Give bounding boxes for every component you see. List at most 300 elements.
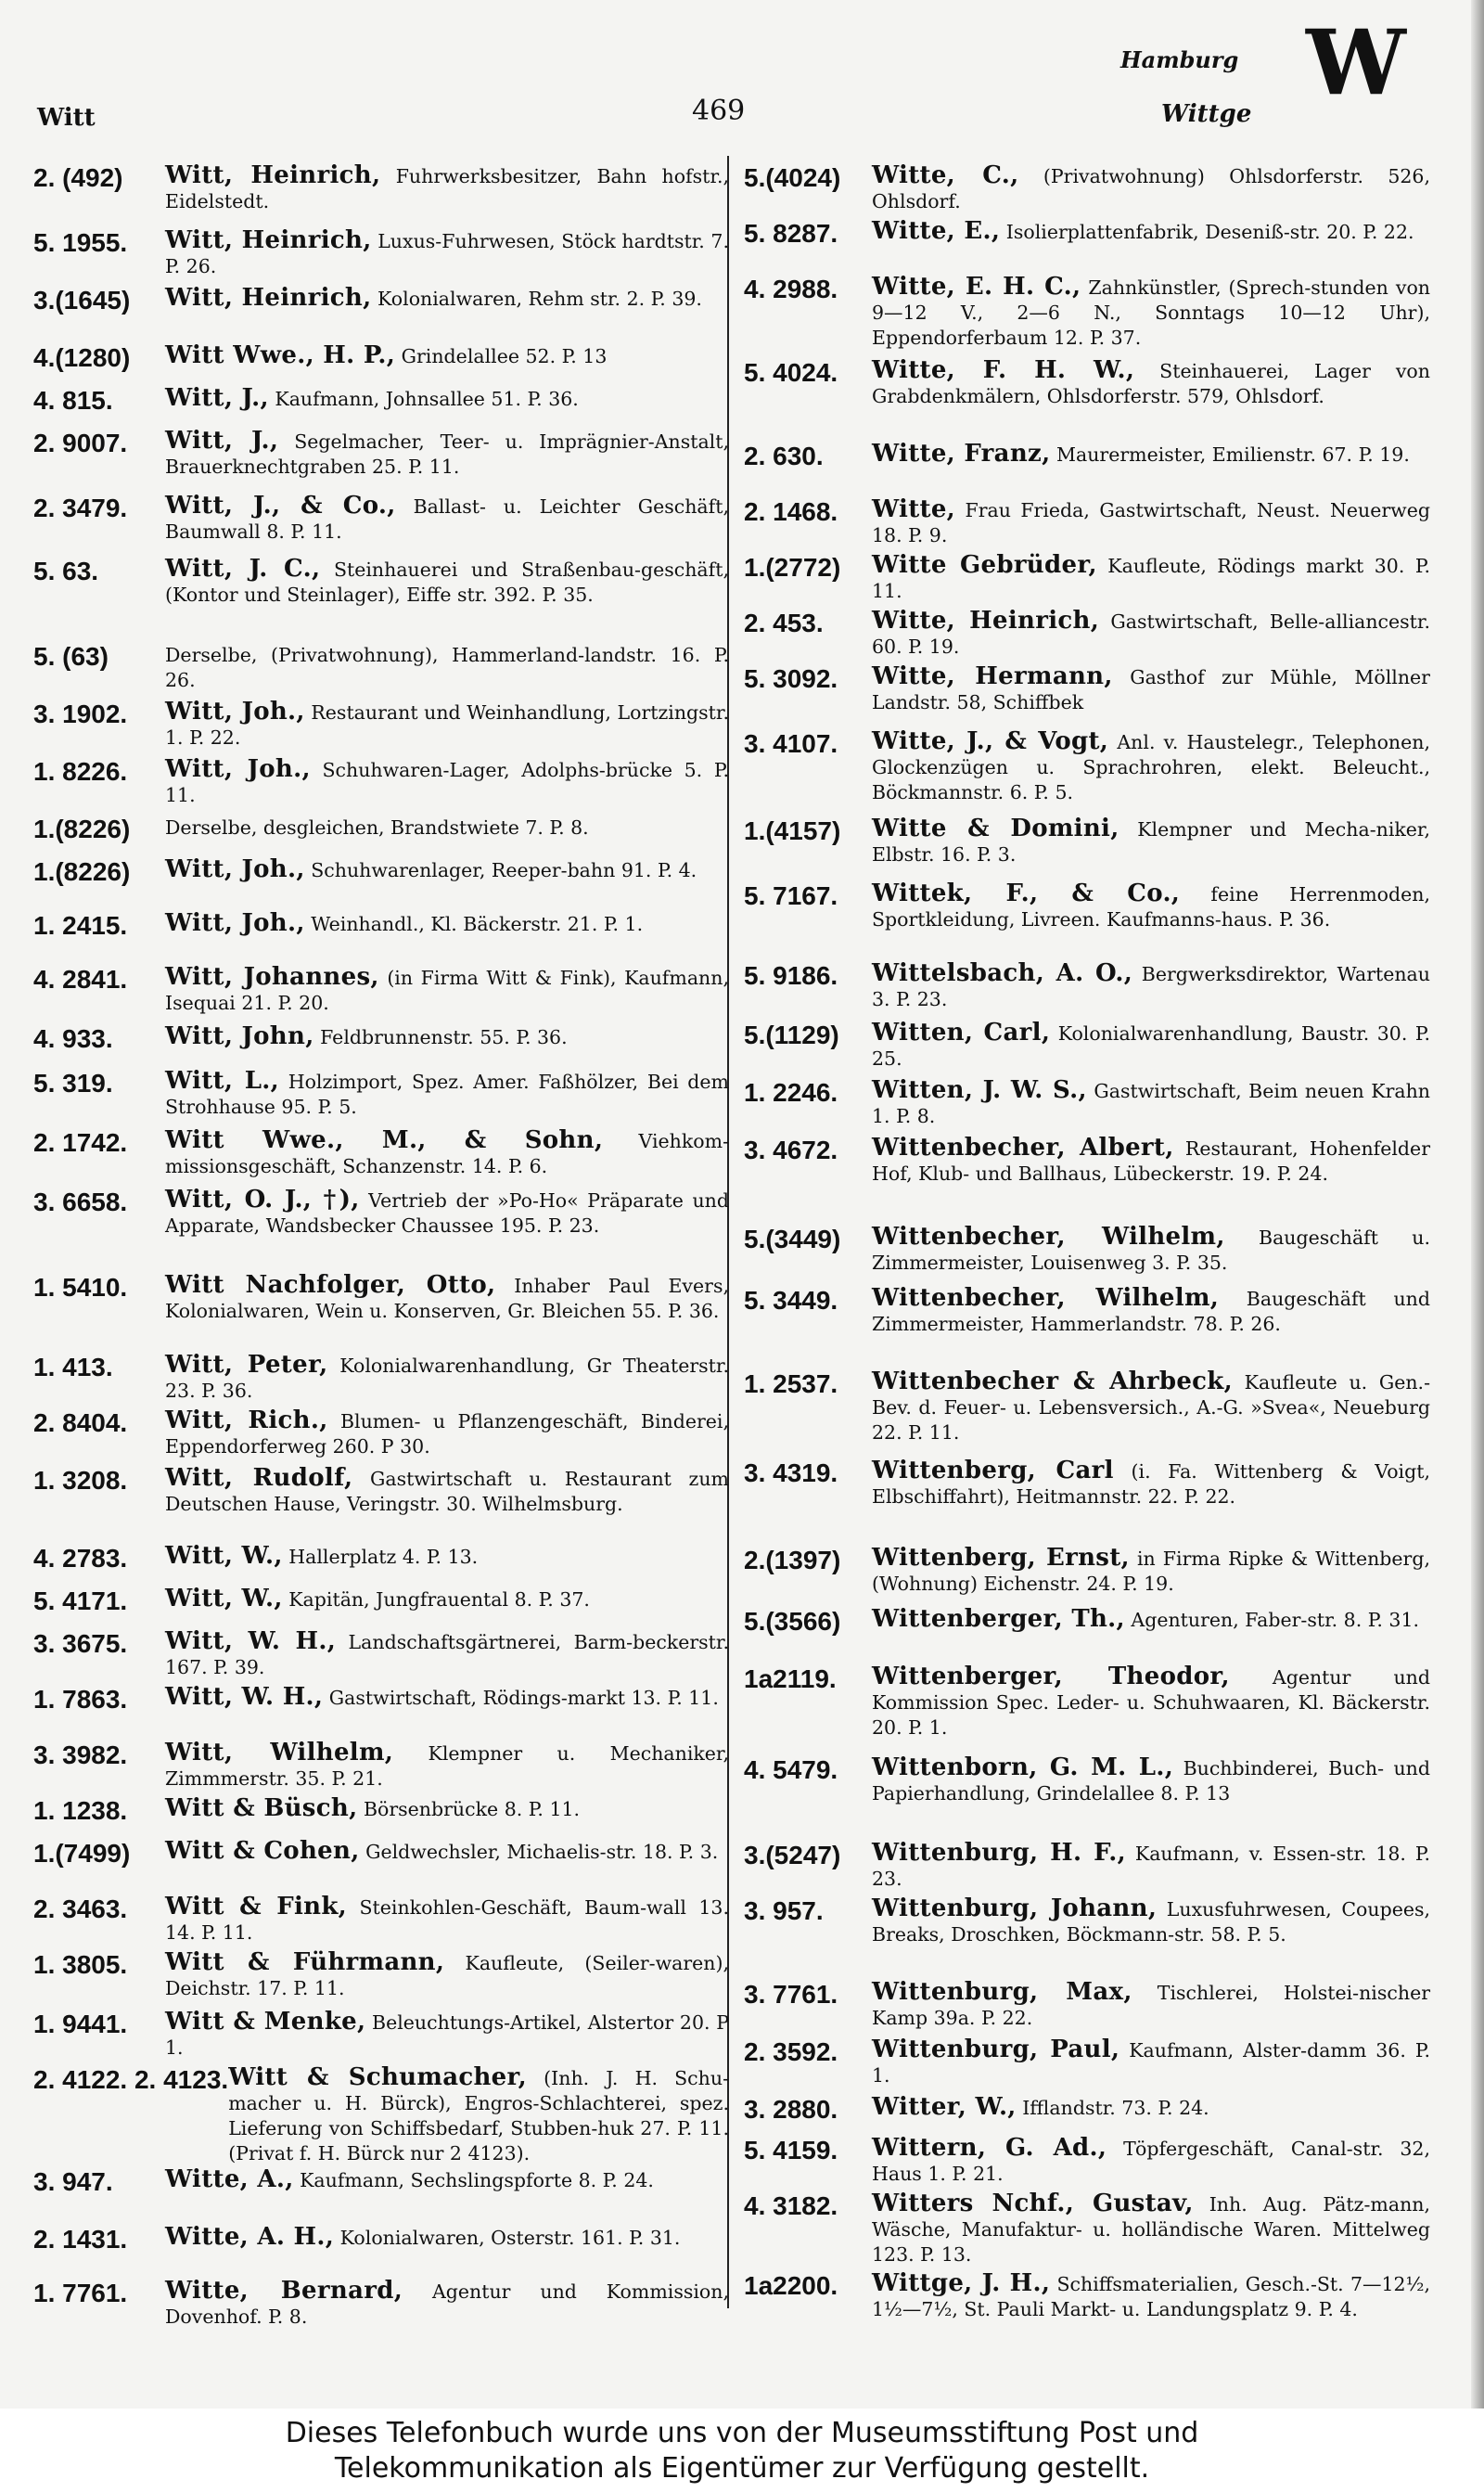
entry-text xyxy=(872,664,1430,715)
entry-name: Witt & Führmann, xyxy=(165,1948,445,1976)
entry-details: Restaurant, Hohenfelder Hof, Klub- und Ballhaus, Lübeckerstr. 19. P. 24. xyxy=(872,1137,1430,1185)
entry-text xyxy=(872,497,1430,548)
entry-text xyxy=(165,757,729,808)
directory-entry xyxy=(33,386,729,414)
directory-entry xyxy=(33,1544,729,1572)
phone-number: 3. 1902. xyxy=(33,700,128,728)
directory-entry xyxy=(33,1408,729,1459)
directory-entry xyxy=(744,163,1430,214)
directory-entry xyxy=(33,1273,729,1324)
entry-details: Buchbinderei, Buch- und Papierhandlung, Grindelallee 8. P. 13 xyxy=(872,1757,1430,1805)
entry-name: Witt, L., xyxy=(165,1067,279,1095)
entry-name: Witte, J., & Vogt, xyxy=(872,727,1109,755)
phone-number: 1. 9441. xyxy=(33,2010,128,2038)
phone-number: 3. 3982. xyxy=(33,1741,128,1769)
phone-number: 5.(1129) xyxy=(744,1021,839,1049)
phone-number: 4. 5479. xyxy=(744,1755,838,1784)
entry-details: Börsenbrücke 8. P. 11. xyxy=(363,1798,581,1820)
page-header xyxy=(0,0,1484,148)
directory-entry xyxy=(744,358,1430,409)
entry-details: Schiffsmaterialien, Gesch.-St. 7—12½, 1½—7½, St. Pauli Markt- u. Landungsplatz 9. P. 4. xyxy=(872,2273,1430,2320)
phone-number: 2. 1468. xyxy=(744,497,838,526)
phone-number: 1a2119. xyxy=(744,1664,837,1693)
directory-entry xyxy=(744,1841,1430,1892)
entry-text xyxy=(165,1544,729,1572)
phone-number: 1.(4157) xyxy=(744,816,841,845)
footer-line-1: Dieses Telefonbuch wurde uns von der Museumsstiftung Post und xyxy=(285,2417,1199,2449)
entry-name: Wittenbecher & Ahrbeck, xyxy=(872,1368,1233,1395)
directory-entry xyxy=(744,497,1430,548)
entry-details: Kaufmann, Johnsallee 51. P. 36. xyxy=(275,388,579,410)
entry-details: Gastwirtschaft, Belle-alliancestr. 60. P. 19. xyxy=(872,610,1430,658)
directory-entry xyxy=(744,2037,1430,2088)
entry-details: Luxusfuhrwesen, Coupees, Breaks, Droschken, Böckmann-str. 58. P. 5. xyxy=(872,1898,1430,1946)
entry-text xyxy=(872,2191,1430,2267)
entry-text xyxy=(165,1839,729,1867)
phone-number: 5.(3566) xyxy=(744,1607,841,1636)
entry-details: Kaufleute, (Seiler-waren), Deichstr. 17. P. 11. xyxy=(165,1952,729,1999)
entry-text xyxy=(165,1895,729,1946)
entry-details: Isolierplattenfabrik, Deseniß-str. 20. P. 22. xyxy=(1005,221,1414,243)
directory-entry xyxy=(744,664,1430,715)
page-edge xyxy=(1471,0,1484,2409)
entry-name: Witt, O. J., †), xyxy=(165,1186,360,1214)
phone-number: 2. 453. xyxy=(744,609,824,637)
phone-number: 1.(8226) xyxy=(33,815,131,843)
phone-number: 2. (492) xyxy=(33,163,123,192)
directory-entry xyxy=(744,275,1430,351)
entry-name: Witt, Heinrich, xyxy=(165,161,381,189)
entry-details: Feldbrunnenstr. 55. P. 36. xyxy=(320,1026,568,1048)
entry-details: Kaufleute u. Gen.-Bev. d. Feuer- u. Lebensversich., A.-G. »Svea«, Neueburg 22. P. 11. xyxy=(872,1371,1430,1444)
entry-text xyxy=(872,2095,1430,2123)
phone-number: 5. (63) xyxy=(33,642,109,671)
directory-entry xyxy=(33,1839,729,1867)
phone-number: 1.(8226) xyxy=(33,857,131,886)
directory-entry xyxy=(33,2167,729,2195)
entry-details: Tischlerei, Holstei-nischer Kamp 39a. P. 22. xyxy=(872,1982,1430,2029)
phone-number: 2. 1431. xyxy=(33,2225,128,2254)
phone-number: 3. 3675. xyxy=(33,1629,128,1658)
phone-number: 1. 3805. xyxy=(33,1950,128,1979)
directory-entry xyxy=(33,757,729,808)
directory-entry xyxy=(33,700,729,751)
directory-entry xyxy=(744,881,1430,932)
entry-text xyxy=(872,358,1430,409)
entry-name: Wittenburg, H. F., xyxy=(872,1839,1126,1867)
directory-entry xyxy=(744,2095,1430,2123)
phone-number: 4. 2841. xyxy=(33,965,128,994)
phone-number: 5. 4171. xyxy=(33,1586,128,1615)
entry-name: Witte, E. H. C., xyxy=(872,273,1081,301)
directory-entry xyxy=(744,1980,1430,2031)
entry-text xyxy=(165,2225,729,2253)
entry-name: Witt & Cohen, xyxy=(165,1837,360,1865)
entry-details: Kaufmann, Alster-damm 36. P. 1. xyxy=(872,2039,1430,2087)
entry-text xyxy=(165,1024,729,1052)
phone-number: 2. 9007. xyxy=(33,429,128,457)
entry-name: Witt, Peter, xyxy=(165,1351,328,1379)
entry-details: Zahnkünstler, (Sprech-stunden von 9—12 V., 2—6 N., Sonntags 10—12 Uhr), Eppendorferbaum 12. P. 37. xyxy=(872,276,1430,349)
entry-name: Witten, J. W. S., xyxy=(872,1076,1087,1104)
entry-details: Bergwerksdirektor, Wartenau 3. P. 23. xyxy=(872,963,1430,1010)
entry-name: Witt, Joh., xyxy=(165,698,305,726)
entry-text xyxy=(165,815,729,842)
entry-name: Witt, Heinrich, xyxy=(165,226,372,254)
entry-name: Wittenbecher, Albert, xyxy=(872,1134,1174,1162)
directory-entry xyxy=(33,1128,729,1179)
directory-entry xyxy=(744,1225,1430,1276)
entry-name: Wittenberg, Ernst, xyxy=(872,1544,1130,1572)
directory-entry xyxy=(744,2191,1430,2267)
entry-name: Witt, W. H., xyxy=(165,1627,337,1655)
directory-entry xyxy=(744,2136,1430,2187)
directory-entry xyxy=(33,1741,729,1792)
entry-text xyxy=(872,1021,1430,1072)
directory-entry xyxy=(744,1458,1430,1509)
phone-number: 5. 3449. xyxy=(744,1286,838,1315)
phone-number: 1. 413. xyxy=(33,1353,113,1381)
phone-number: 4. 3182. xyxy=(744,2191,838,2220)
entry-details: Steinhauerei und Straßenbau-geschäft, (Kontor und Steinlager), Eiffe str. 392. P. 35. xyxy=(165,559,729,606)
entry-name: Wittenberger, Th., xyxy=(872,1605,1125,1633)
directory-entry xyxy=(33,2279,729,2330)
entry-name: Witt, Rudolf, xyxy=(165,1464,353,1492)
entry-name: Witt, J., xyxy=(165,427,279,455)
entry-text xyxy=(165,343,729,371)
directory-entry xyxy=(744,219,1430,247)
entry-name: Witt, Joh., xyxy=(165,755,311,783)
entry-details: Klempner u. Mechaniker, Zimmmerstr. 35. P. 21. xyxy=(165,1742,729,1790)
entry-name: Witt, Joh., xyxy=(165,855,305,883)
entry-text xyxy=(872,1546,1430,1597)
entry-name: Wittenburg, Max, xyxy=(872,1978,1132,2006)
entry-details: Kolonialwaren, Rehm str. 2. P. 39. xyxy=(377,288,702,310)
phone-number: 1. 2537. xyxy=(744,1369,838,1398)
entry-name: Wittenberg, Carl xyxy=(872,1457,1114,1484)
phone-number: 2. 4122. 2. 4123. xyxy=(33,2065,229,2094)
entry-text xyxy=(872,1664,1430,1741)
entry-text xyxy=(165,911,729,939)
entry-text xyxy=(872,881,1430,932)
directory-entry xyxy=(744,816,1430,867)
entry-details: Vertrieb der »Po-Ho« Präparate und Apparate, Wandsbecker Chaussee 195. P. 23. xyxy=(165,1189,729,1237)
entry-details: Kolonialwaren, Osterstr. 161. P. 31. xyxy=(339,2227,681,2249)
entry-text xyxy=(872,442,1430,469)
entry-name: Witt Nachfolger, Otto, xyxy=(165,1271,496,1299)
phone-number: 5. 8287. xyxy=(744,219,838,248)
phone-number: 2. 3592. xyxy=(744,2037,838,2066)
directory-entry xyxy=(33,343,729,371)
entry-name: Witt, W. H., xyxy=(165,1683,324,1711)
entry-name: Witt, W., xyxy=(165,1585,283,1612)
entry-details: Schuhwarenlager, Reeper-bahn 91. P. 4. xyxy=(311,859,697,881)
entry-details: Agentur und Kommission Spec. Leder- u. Schuhwaaren, Kl. Bäckerstr. 20. P. 1. xyxy=(872,1666,1430,1739)
entry-text xyxy=(872,729,1430,805)
entry-name: Witt, Joh., xyxy=(165,909,305,937)
page-number: 469 xyxy=(692,95,746,127)
entry-name: Witte & Domini, xyxy=(872,815,1119,842)
directory-entry xyxy=(744,1664,1430,1741)
entry-details: Kaufmann, Sechslingspforte 8. P. 24. xyxy=(300,2169,654,2191)
entry-text xyxy=(872,275,1430,351)
directory-entry xyxy=(33,1466,729,1517)
entry-text xyxy=(165,2010,729,2061)
entry-text xyxy=(872,1458,1430,1509)
directory-entry xyxy=(33,1188,729,1239)
directory-entry xyxy=(744,1546,1430,1597)
entry-details: Agenturen, Faber-str. 8. P. 31. xyxy=(1131,1609,1420,1631)
entry-details: Ballast- u. Leichter Geschäft, Baumwall 8. P. 11. xyxy=(165,495,729,543)
entry-text xyxy=(165,494,729,545)
entry-details: Gasthof zur Mühle, Möllner Landstr. 58, Schiffbek xyxy=(872,666,1430,713)
directory-entry xyxy=(744,1755,1430,1806)
entry-name: Wittenburg, Paul, xyxy=(872,2036,1120,2063)
directory-entry xyxy=(33,1796,729,1824)
phone-number: 3. 957. xyxy=(744,1896,824,1925)
directory-entry xyxy=(744,1286,1430,1337)
entry-details: Gastwirtschaft, Rödings-markt 13. P. 11. xyxy=(328,1687,719,1709)
entry-name: Witte, Hermann, xyxy=(872,662,1113,690)
entry-name: Witt Wwe., H. P., xyxy=(165,341,396,369)
entry-name: Witt, Johannes, xyxy=(165,963,379,991)
directory-entry xyxy=(744,553,1430,604)
phone-number: 2. 3463. xyxy=(33,1895,128,1923)
entry-details: Geldwechsler, Michaelis-str. 18. P. 3. xyxy=(365,1841,719,1863)
entry-text xyxy=(165,1466,729,1517)
entry-name: Witte, Heinrich, xyxy=(872,607,1100,635)
directory-entry xyxy=(33,228,729,279)
phone-number: 1. 7863. xyxy=(33,1685,128,1714)
entry-text xyxy=(872,1896,1430,1947)
entry-details: Baugeschäft u. Zimmermeister, Louisenweg 3. P. 35. xyxy=(872,1227,1430,1274)
phone-number: 5. 3092. xyxy=(744,664,838,693)
entry-text xyxy=(872,609,1430,660)
directory-entry xyxy=(744,1021,1430,1072)
phone-number: 2. 3479. xyxy=(33,494,128,522)
entry-name: Wittge, J. H., xyxy=(872,2269,1051,2297)
directory-entry xyxy=(744,1136,1430,1187)
header-right-word: Wittge xyxy=(1161,100,1252,128)
entry-details: in Firma Ripke & Wittenberg, (Wohnung) Eichenstr. 24. P. 19. xyxy=(872,1548,1430,1595)
entry-text xyxy=(165,1069,729,1120)
entry-text xyxy=(165,857,729,885)
entry-text xyxy=(165,1796,729,1824)
entry-details: Grindelallee 52. P. 13 xyxy=(401,345,608,367)
entry-text xyxy=(165,228,729,279)
directory-entry xyxy=(33,1685,729,1713)
entry-name: Witte, C., xyxy=(872,161,1019,189)
phone-number: 1. 2246. xyxy=(744,1078,838,1107)
directory-entry xyxy=(33,429,729,480)
entry-name: Wittelsbach, A. O., xyxy=(872,959,1133,987)
entry-details: Anl. v. Haustelegr., Telephonen, Glockenzügen u. Sprachrohren, elekt. Beleucht., Böckmannstr. 6. P. 5. xyxy=(872,731,1430,803)
entry-text xyxy=(165,557,729,608)
entry-details: Steinhauerei, Lager von Grabdenkmälern, Ohlsdorferstr. 579, Ohlsdorf. xyxy=(872,360,1430,407)
entry-details: Kapitän, Jungfrauental 8. P. 37. xyxy=(288,1588,590,1611)
directory-entry xyxy=(33,557,729,608)
entry-name: Wittek, F., & Co., xyxy=(872,880,1181,907)
phone-number: 5. 4159. xyxy=(744,2136,838,2164)
directory-entry xyxy=(33,1629,729,1680)
phone-number: 3. 6658. xyxy=(33,1188,128,1216)
entry-text xyxy=(165,1408,729,1459)
entry-details: Frau Frieda, Gastwirtschaft, Neust. Neuerweg 18. P. 9. xyxy=(872,499,1430,546)
phone-number: 5. 7167. xyxy=(744,881,838,910)
entry-text xyxy=(165,1741,729,1792)
entry-text xyxy=(872,816,1430,867)
phone-number: 1a2200. xyxy=(744,2271,838,2300)
entry-name: Witt & Menke, xyxy=(165,2008,366,2036)
phone-number: 4. 815. xyxy=(33,386,113,415)
entry-details: Kolonialwarenhandlung, Gr Theaterstr. 23. P. 36. xyxy=(165,1355,729,1402)
entry-details: Inhaber Paul Evers, Kolonialwaren, Wein u. Konserven, Gr. Bleichen 55. P. 36. xyxy=(165,1275,729,1322)
entry-name: Witter, W., xyxy=(872,2093,1017,2121)
entry-name: Wittenburg, Johann, xyxy=(872,1895,1158,1922)
directory-entry xyxy=(33,1024,729,1052)
entry-details: Baugeschäft und Zimmermeister, Hammerlandstr. 78. P. 26. xyxy=(872,1288,1430,1335)
entry-text xyxy=(872,163,1430,214)
entry-name: Witters Nchf., Gustav, xyxy=(872,2190,1194,2217)
directory-entry xyxy=(744,1369,1430,1445)
entry-text xyxy=(872,1755,1430,1806)
entry-details: Schuhwaren-Lager, Adolphs-brücke 5. P. 11. xyxy=(165,759,729,806)
entry-name: Witte Gebrüder, xyxy=(872,551,1097,579)
phone-number: 5. 1955. xyxy=(33,228,128,257)
entry-text xyxy=(872,1136,1430,1187)
directory-entry xyxy=(33,1586,729,1614)
entry-text xyxy=(165,700,729,751)
entry-details: Derselbe, desgleichen, Brandstwiete 7. P. 8. xyxy=(165,816,589,839)
entry-text xyxy=(872,1841,1430,1892)
phone-number: 5. 9186. xyxy=(744,961,838,990)
entry-details: Ifflandstr. 73. P. 24. xyxy=(1022,2097,1209,2119)
entry-text xyxy=(165,1188,729,1239)
phone-number: 3. 7761. xyxy=(744,1980,838,2009)
directory-entry xyxy=(33,2225,729,2253)
entry-text xyxy=(872,1369,1430,1445)
phone-number: 3. 2880. xyxy=(744,2095,838,2124)
entry-details: Kolonialwarenhandlung, Baustr. 30. P. 25. xyxy=(872,1022,1430,1070)
entry-name: Witt & Fink, xyxy=(165,1893,348,1920)
entry-name: Witte, A. H., xyxy=(165,2223,335,2251)
directory-entry xyxy=(744,2271,1430,2322)
phone-number: 2. 1742. xyxy=(33,1128,128,1157)
phone-number: 5.(3449) xyxy=(744,1225,841,1253)
directory-entry xyxy=(33,2010,729,2061)
entry-name: Witte, xyxy=(872,495,956,523)
entry-text xyxy=(165,1128,729,1179)
entry-details: Holzimport, Spez. Amer. Faßhölzer, Bei dem Strohhause 95. P. 5. xyxy=(165,1071,729,1118)
phone-number: 1.(7499) xyxy=(33,1839,131,1868)
entry-name: Witte, Franz, xyxy=(872,440,1051,468)
entry-text xyxy=(872,1980,1430,2031)
entry-details: (in Firma Witt & Fink), Kaufmann, Isequai 21. P. 20. xyxy=(165,967,729,1014)
entry-text xyxy=(872,1286,1430,1337)
entry-details: Beleuchtungs-Artikel, Alstertor 20. P 1. xyxy=(165,2011,729,2059)
phone-number: 1. 2415. xyxy=(33,911,128,940)
entry-text xyxy=(165,1586,729,1614)
entry-name: Wittenbecher, Wilhelm, xyxy=(872,1223,1225,1251)
entry-details: Agentur und Kommission, Dovenhof. P. 8. xyxy=(165,2280,729,2328)
entry-details: Kaufmann, v. Essen-str. 18. P. 23. xyxy=(872,1843,1430,1890)
entry-text xyxy=(165,2279,729,2330)
entry-details: Blumen- u Pflanzengeschäft, Binderei, Eppendorferweg 260. P 30. xyxy=(165,1410,729,1458)
entry-text xyxy=(165,965,729,1016)
entry-details: Landschaftsgärtnerei, Barm-beckerstr. 167. P. 39. xyxy=(165,1631,729,1678)
directory-entry xyxy=(33,1950,729,2001)
entry-name: Witt & Schumacher, xyxy=(228,2063,527,2091)
entry-details: Viehkom-missionsgeschäft, Schanzenstr. 14. P. 6. xyxy=(165,1130,729,1177)
directory-entry xyxy=(33,286,729,314)
entry-details: Kaufleute, Rödings markt 30. P. 11. xyxy=(872,555,1430,602)
phone-number: 5. 4024. xyxy=(744,358,838,387)
entry-details: Hallerplatz 4. P. 13. xyxy=(288,1546,479,1568)
entry-text xyxy=(872,2271,1430,2322)
phone-number: 3. 4672. xyxy=(744,1136,838,1164)
phone-number: 4. 933. xyxy=(33,1024,113,1053)
phone-number: 2. 630. xyxy=(744,442,824,470)
entry-name: Witt, W., xyxy=(165,1542,283,1570)
entry-name: Witten, Carl, xyxy=(872,1019,1051,1047)
entry-text xyxy=(165,1685,729,1713)
entry-text xyxy=(165,1353,729,1404)
entry-text xyxy=(165,2167,729,2195)
entry-details: Fuhrwerksbesitzer, Bahn hofstr., Eidelstedt. xyxy=(165,165,729,212)
phone-number: 2. 8404. xyxy=(33,1408,128,1437)
entry-text xyxy=(165,163,729,214)
entry-name: Witt, J., xyxy=(165,384,269,412)
phone-number: 1. 8226. xyxy=(33,757,128,786)
directory-entry xyxy=(33,494,729,545)
directory-entry xyxy=(33,911,729,939)
entry-text xyxy=(872,219,1430,247)
entry-details: Gastwirtschaft, Beim neuen Krahn 1. P. 8. xyxy=(872,1080,1430,1127)
entry-name: Wittenborn, G. M. L., xyxy=(872,1753,1174,1781)
phone-number: 1. 1238. xyxy=(33,1796,128,1825)
directory-entry xyxy=(33,2065,729,2166)
entry-details: Inh. Aug. Pätz-mann, Wäsche, Manufaktur- u. holländische Waren. Mittelweg 123. P. 13. xyxy=(872,2193,1430,2266)
entry-name: Witte, F. H. W., xyxy=(872,356,1135,384)
entry-details: Weinhandl., Kl. Bäckerstr. 21. P. 1. xyxy=(311,913,644,935)
entry-text xyxy=(165,386,729,414)
entry-name: Witte, A., xyxy=(165,2165,294,2193)
entry-text xyxy=(165,286,729,314)
phone-number: 4. 2988. xyxy=(744,275,838,303)
phone-number: 3. 947. xyxy=(33,2167,113,2196)
directory-entry xyxy=(33,1895,729,1946)
entry-details: (i. Fa. Wittenberg & Voigt, Elbschiffahrt), Heitmannstr. 22. P. 22. xyxy=(872,1460,1430,1508)
entry-text xyxy=(872,1078,1430,1129)
phone-number: 5. 319. xyxy=(33,1069,113,1098)
directory-entry xyxy=(744,1607,1430,1635)
footer-notice xyxy=(0,2409,1484,2492)
entry-text xyxy=(872,1225,1430,1276)
entry-details: Klempner und Mecha-niker, Elbstr. 16. P. 3. xyxy=(872,818,1430,866)
entry-name: Witt Wwe., M., & Sohn, xyxy=(165,1126,604,1154)
phone-number: 3.(5247) xyxy=(744,1841,841,1869)
directory-entry xyxy=(744,729,1430,805)
entry-name: Witt, Rich., xyxy=(165,1407,328,1434)
entry-details: Steinkohlen-Geschäft, Baum-wall 13. 14. P. 11. xyxy=(165,1896,729,1944)
entry-text xyxy=(872,2037,1430,2088)
entry-text xyxy=(872,961,1430,1012)
entry-details: Maurermeister, Emilienstr. 67. P. 19. xyxy=(1055,443,1410,466)
directory-entry xyxy=(744,1078,1430,1129)
entry-details: Restaurant und Weinhandlung, Lortzingstr. 1. P. 22. xyxy=(165,701,729,749)
phone-number: 3. 4319. xyxy=(744,1458,838,1487)
entry-name: Wittenbecher, Wilhelm, xyxy=(872,1284,1220,1312)
